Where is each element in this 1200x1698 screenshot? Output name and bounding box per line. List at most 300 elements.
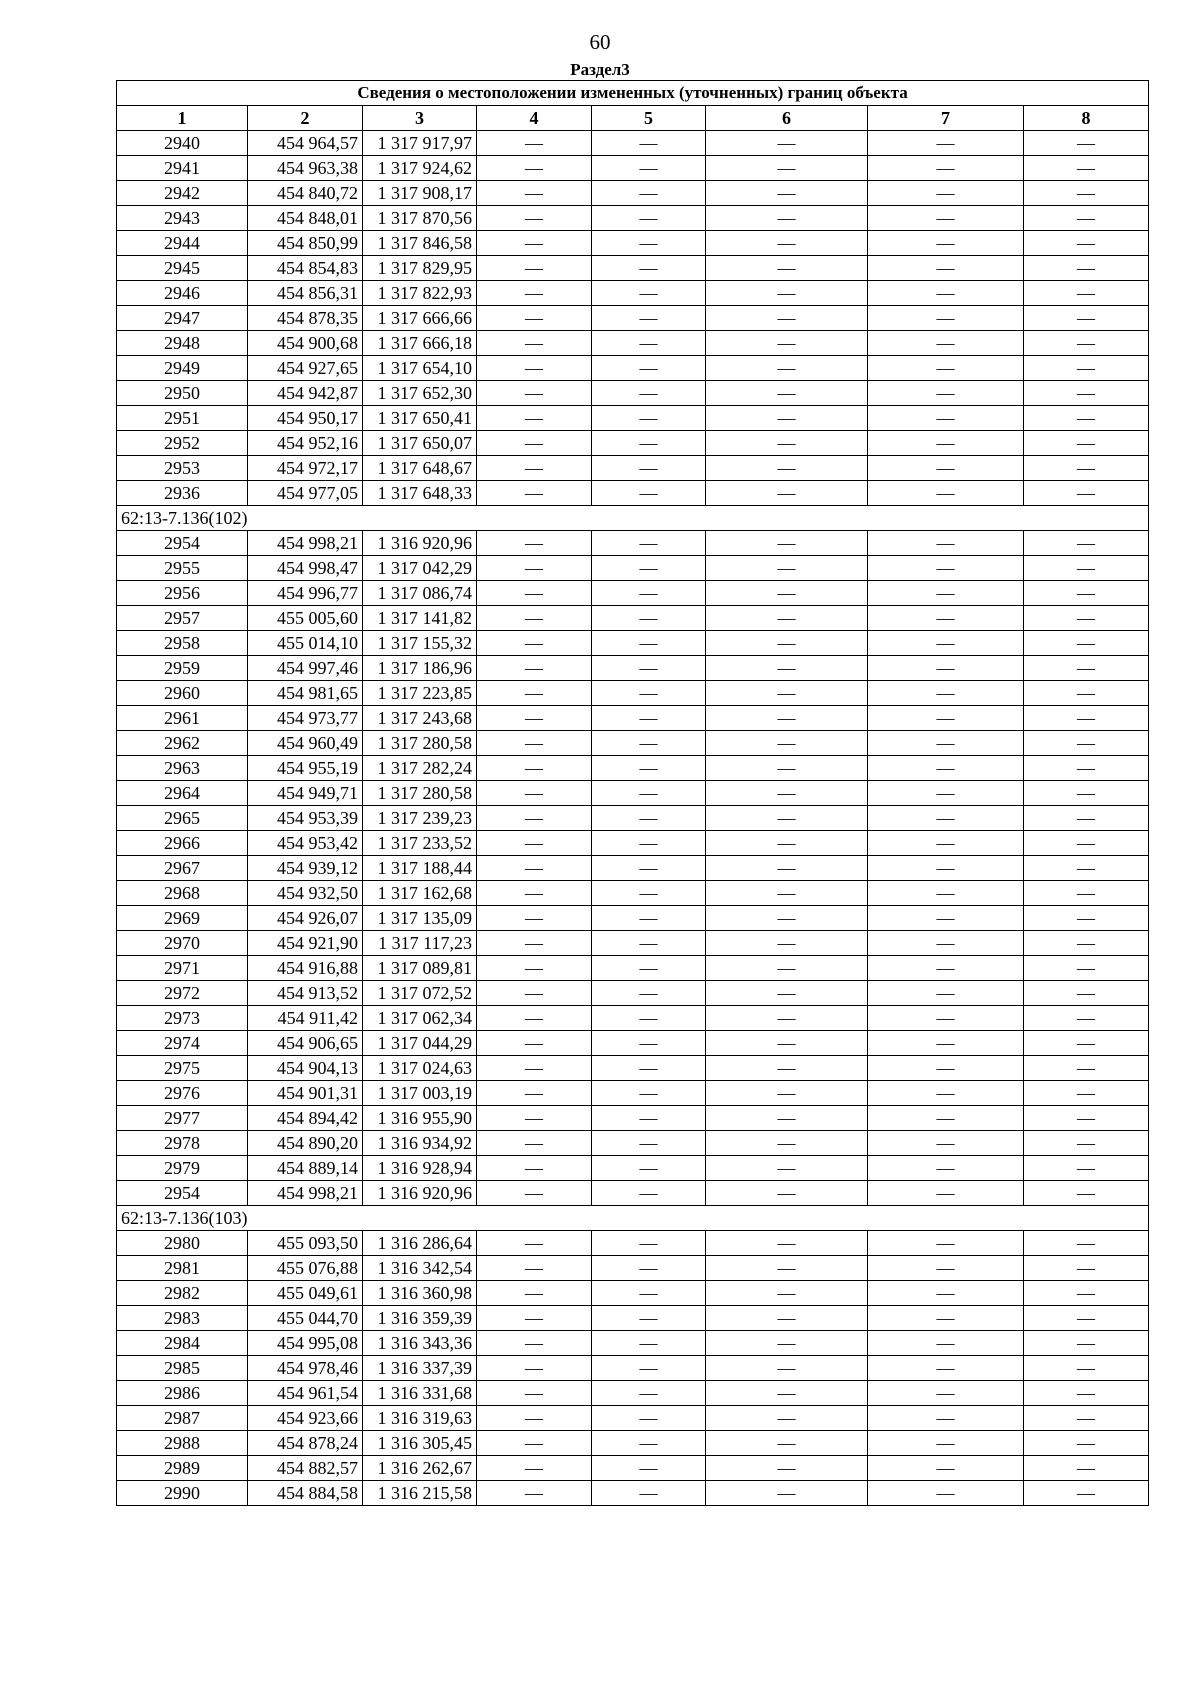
- empty-value-dash: —: [477, 906, 592, 931]
- empty-value-dash: —: [1024, 456, 1149, 481]
- empty-value-dash: —: [706, 1481, 868, 1506]
- coord-y: 1 316 215,58: [363, 1481, 477, 1506]
- table-row: [117, 1156, 1149, 1181]
- empty-value-dash: —: [477, 1106, 592, 1131]
- empty-value-dash: —: [477, 656, 592, 681]
- table-row: [117, 1406, 1149, 1431]
- empty-value-dash: —: [868, 156, 1024, 181]
- empty-value-dash: —: [868, 1181, 1024, 1206]
- coord-x: 454 889,14: [248, 1156, 363, 1181]
- coord-y: 1 316 319,63: [363, 1406, 477, 1431]
- coord-x: 454 900,68: [248, 331, 363, 356]
- table-row: [117, 681, 1149, 706]
- table-row: [117, 1006, 1149, 1031]
- coord-y: 1 317 829,95: [363, 256, 477, 281]
- coord-x: 454 916,88: [248, 956, 363, 981]
- coord-y: 1 316 359,39: [363, 1306, 477, 1331]
- coord-x: 454 854,83: [248, 256, 363, 281]
- empty-value-dash: —: [1024, 156, 1149, 181]
- empty-value-dash: —: [477, 806, 592, 831]
- empty-value-dash: —: [592, 456, 706, 481]
- empty-value-dash: —: [868, 1231, 1024, 1256]
- point-number: 2942: [117, 181, 248, 206]
- coord-y: 1 317 846,58: [363, 231, 477, 256]
- table-row: [117, 356, 1149, 381]
- table-row: [117, 1056, 1149, 1081]
- empty-value-dash: —: [868, 331, 1024, 356]
- empty-value-dash: —: [477, 181, 592, 206]
- column-header: 7: [868, 106, 1024, 131]
- empty-value-dash: —: [706, 656, 868, 681]
- empty-value-dash: —: [592, 906, 706, 931]
- empty-value-dash: —: [592, 1406, 706, 1431]
- empty-value-dash: —: [1024, 856, 1149, 881]
- empty-value-dash: —: [706, 1456, 868, 1481]
- coord-x: 454 884,58: [248, 1481, 363, 1506]
- empty-value-dash: —: [868, 931, 1024, 956]
- empty-value-dash: —: [592, 681, 706, 706]
- table-row: [117, 1481, 1149, 1506]
- table-row: [117, 1431, 1149, 1456]
- empty-value-dash: —: [1024, 1431, 1149, 1456]
- coord-x: 454 894,42: [248, 1106, 363, 1131]
- empty-value-dash: —: [592, 631, 706, 656]
- coord-x: 455 014,10: [248, 631, 363, 656]
- table-row: [117, 1231, 1149, 1256]
- table-row: [117, 756, 1149, 781]
- empty-value-dash: —: [592, 956, 706, 981]
- empty-value-dash: —: [706, 1256, 868, 1281]
- coord-y: 1 317 003,19: [363, 1081, 477, 1106]
- column-header-row: [117, 106, 1149, 131]
- empty-value-dash: —: [592, 1356, 706, 1381]
- coord-y: 1 317 666,18: [363, 331, 477, 356]
- table-body: [117, 131, 1149, 1506]
- empty-value-dash: —: [706, 631, 868, 656]
- empty-value-dash: —: [1024, 1356, 1149, 1381]
- empty-value-dash: —: [592, 1006, 706, 1031]
- coord-x: 454 981,65: [248, 681, 363, 706]
- empty-value-dash: —: [1024, 606, 1149, 631]
- empty-value-dash: —: [477, 531, 592, 556]
- coord-x: 454 856,31: [248, 281, 363, 306]
- point-number: 2951: [117, 406, 248, 431]
- table-row: [117, 231, 1149, 256]
- point-number: 2989: [117, 1456, 248, 1481]
- table-row: [117, 1356, 1149, 1381]
- coord-y: 1 317 233,52: [363, 831, 477, 856]
- coord-x: 454 996,77: [248, 581, 363, 606]
- coord-y: 1 317 089,81: [363, 956, 477, 981]
- empty-value-dash: —: [868, 1381, 1024, 1406]
- coord-x: 455 005,60: [248, 606, 363, 631]
- empty-value-dash: —: [1024, 1081, 1149, 1106]
- empty-value-dash: —: [477, 156, 592, 181]
- column-header: 1: [117, 106, 248, 131]
- empty-value-dash: —: [706, 1356, 868, 1381]
- empty-value-dash: —: [868, 606, 1024, 631]
- empty-value-dash: —: [477, 331, 592, 356]
- coord-y: 1 317 062,34: [363, 1006, 477, 1031]
- empty-value-dash: —: [1024, 881, 1149, 906]
- coord-y: 1 317 117,23: [363, 931, 477, 956]
- empty-value-dash: —: [706, 531, 868, 556]
- table-row: [117, 581, 1149, 606]
- coord-x: 454 840,72: [248, 181, 363, 206]
- coord-x: 454 878,35: [248, 306, 363, 331]
- empty-value-dash: —: [868, 581, 1024, 606]
- coord-x: 454 977,05: [248, 481, 363, 506]
- empty-value-dash: —: [477, 1406, 592, 1431]
- table-row: [117, 881, 1149, 906]
- coord-x: 454 882,57: [248, 1456, 363, 1481]
- coord-y: 1 317 186,96: [363, 656, 477, 681]
- table-row: [117, 481, 1149, 506]
- cadastral-group-label: 62:13-7.136(103): [117, 1206, 1149, 1231]
- empty-value-dash: —: [868, 181, 1024, 206]
- empty-value-dash: —: [592, 1481, 706, 1506]
- coord-x: 454 890,20: [248, 1131, 363, 1156]
- point-number: 2971: [117, 956, 248, 981]
- empty-value-dash: —: [1024, 781, 1149, 806]
- coord-y: 1 316 342,54: [363, 1256, 477, 1281]
- table-row: [117, 531, 1149, 556]
- table-row: [117, 731, 1149, 756]
- coord-y: 1 316 286,64: [363, 1231, 477, 1256]
- empty-value-dash: —: [868, 1106, 1024, 1131]
- empty-value-dash: —: [477, 956, 592, 981]
- empty-value-dash: —: [706, 831, 868, 856]
- empty-value-dash: —: [706, 481, 868, 506]
- coord-x: 455 049,61: [248, 1281, 363, 1306]
- empty-value-dash: —: [477, 831, 592, 856]
- point-number: 2954: [117, 531, 248, 556]
- empty-value-dash: —: [706, 1131, 868, 1156]
- coord-y: 1 317 650,41: [363, 406, 477, 431]
- coord-y: 1 316 305,45: [363, 1431, 477, 1456]
- empty-value-dash: —: [592, 556, 706, 581]
- coord-y: 1 316 337,39: [363, 1356, 477, 1381]
- empty-value-dash: —: [1024, 356, 1149, 381]
- coord-x: 454 939,12: [248, 856, 363, 881]
- empty-value-dash: —: [477, 1356, 592, 1381]
- point-number: 2975: [117, 1056, 248, 1081]
- coord-x: 454 913,52: [248, 981, 363, 1006]
- empty-value-dash: —: [706, 906, 868, 931]
- empty-value-dash: —: [592, 331, 706, 356]
- empty-value-dash: —: [592, 606, 706, 631]
- group-row: [117, 1206, 1149, 1231]
- point-number: 2981: [117, 1256, 248, 1281]
- empty-value-dash: —: [592, 856, 706, 881]
- empty-value-dash: —: [1024, 956, 1149, 981]
- table-row: [117, 856, 1149, 881]
- empty-value-dash: —: [592, 931, 706, 956]
- point-number: 2957: [117, 606, 248, 631]
- empty-value-dash: —: [1024, 1331, 1149, 1356]
- empty-value-dash: —: [706, 581, 868, 606]
- coord-y: 1 317 155,32: [363, 631, 477, 656]
- group-row: [117, 506, 1149, 531]
- empty-value-dash: —: [868, 206, 1024, 231]
- empty-value-dash: —: [477, 256, 592, 281]
- coord-x: 454 960,49: [248, 731, 363, 756]
- table-row: [117, 631, 1149, 656]
- point-number: 2943: [117, 206, 248, 231]
- empty-value-dash: —: [592, 1131, 706, 1156]
- empty-value-dash: —: [592, 1156, 706, 1181]
- empty-value-dash: —: [706, 381, 868, 406]
- point-number: 2984: [117, 1331, 248, 1356]
- empty-value-dash: —: [706, 206, 868, 231]
- empty-value-dash: —: [868, 831, 1024, 856]
- coord-x: 454 906,65: [248, 1031, 363, 1056]
- point-number: 2972: [117, 981, 248, 1006]
- empty-value-dash: —: [706, 556, 868, 581]
- empty-value-dash: —: [592, 1181, 706, 1206]
- coord-x: 454 998,47: [248, 556, 363, 581]
- empty-value-dash: —: [868, 1331, 1024, 1356]
- empty-value-dash: —: [477, 1331, 592, 1356]
- point-number: 2968: [117, 881, 248, 906]
- empty-value-dash: —: [706, 1106, 868, 1131]
- empty-value-dash: —: [592, 706, 706, 731]
- empty-value-dash: —: [477, 931, 592, 956]
- empty-value-dash: —: [477, 606, 592, 631]
- coord-x: 454 921,90: [248, 931, 363, 956]
- coord-x: 454 949,71: [248, 781, 363, 806]
- empty-value-dash: —: [868, 1431, 1024, 1456]
- empty-value-dash: —: [592, 1456, 706, 1481]
- table-row: [117, 331, 1149, 356]
- empty-value-dash: —: [1024, 631, 1149, 656]
- table-row: [117, 306, 1149, 331]
- empty-value-dash: —: [1024, 1381, 1149, 1406]
- coord-y: 1 317 924,62: [363, 156, 477, 181]
- empty-value-dash: —: [868, 1056, 1024, 1081]
- empty-value-dash: —: [592, 1331, 706, 1356]
- point-number: 2953: [117, 456, 248, 481]
- point-number: 2973: [117, 1006, 248, 1031]
- empty-value-dash: —: [1024, 831, 1149, 856]
- coord-y: 1 317 223,85: [363, 681, 477, 706]
- empty-value-dash: —: [706, 131, 868, 156]
- table-row: [117, 1031, 1149, 1056]
- empty-value-dash: —: [1024, 756, 1149, 781]
- empty-value-dash: —: [477, 1481, 592, 1506]
- empty-value-dash: —: [868, 1031, 1024, 1056]
- empty-value-dash: —: [477, 581, 592, 606]
- empty-value-dash: —: [868, 1281, 1024, 1306]
- point-number: 2955: [117, 556, 248, 581]
- empty-value-dash: —: [868, 1006, 1024, 1031]
- table-row: [117, 1456, 1149, 1481]
- coord-y: 1 317 870,56: [363, 206, 477, 231]
- empty-value-dash: —: [706, 1156, 868, 1181]
- empty-value-dash: —: [868, 881, 1024, 906]
- empty-value-dash: —: [477, 556, 592, 581]
- empty-value-dash: —: [592, 356, 706, 381]
- empty-value-dash: —: [706, 1231, 868, 1256]
- point-number: 2979: [117, 1156, 248, 1181]
- empty-value-dash: —: [706, 981, 868, 1006]
- empty-value-dash: —: [706, 1306, 868, 1331]
- empty-value-dash: —: [477, 756, 592, 781]
- point-number: 2988: [117, 1431, 248, 1456]
- empty-value-dash: —: [477, 131, 592, 156]
- empty-value-dash: —: [868, 1156, 1024, 1181]
- point-number: 2970: [117, 931, 248, 956]
- empty-value-dash: —: [706, 256, 868, 281]
- empty-value-dash: —: [592, 731, 706, 756]
- coord-x: 454 955,19: [248, 756, 363, 781]
- cadastral-group-label: 62:13-7.136(102): [117, 506, 1149, 531]
- empty-value-dash: —: [868, 556, 1024, 581]
- empty-value-dash: —: [477, 1006, 592, 1031]
- empty-value-dash: —: [592, 431, 706, 456]
- empty-value-dash: —: [592, 256, 706, 281]
- empty-value-dash: —: [592, 381, 706, 406]
- empty-value-dash: —: [477, 631, 592, 656]
- empty-value-dash: —: [592, 406, 706, 431]
- coord-y: 1 317 282,24: [363, 756, 477, 781]
- empty-value-dash: —: [477, 881, 592, 906]
- point-number: 2963: [117, 756, 248, 781]
- empty-value-dash: —: [706, 181, 868, 206]
- empty-value-dash: —: [868, 531, 1024, 556]
- empty-value-dash: —: [592, 281, 706, 306]
- point-number: 2946: [117, 281, 248, 306]
- empty-value-dash: —: [706, 681, 868, 706]
- empty-value-dash: —: [868, 1131, 1024, 1156]
- empty-value-dash: —: [1024, 681, 1149, 706]
- coord-y: 1 317 822,93: [363, 281, 477, 306]
- coord-x: 454 978,46: [248, 1356, 363, 1381]
- empty-value-dash: —: [1024, 581, 1149, 606]
- empty-value-dash: —: [477, 431, 592, 456]
- coord-y: 1 317 086,74: [363, 581, 477, 606]
- table-row: [117, 781, 1149, 806]
- empty-value-dash: —: [1024, 1456, 1149, 1481]
- point-number: 2982: [117, 1281, 248, 1306]
- empty-value-dash: —: [868, 1256, 1024, 1281]
- point-number: 2990: [117, 1481, 248, 1506]
- coord-x: 454 878,24: [248, 1431, 363, 1456]
- empty-value-dash: —: [477, 1306, 592, 1331]
- empty-value-dash: —: [868, 1481, 1024, 1506]
- empty-value-dash: —: [1024, 931, 1149, 956]
- empty-value-dash: —: [1024, 1231, 1149, 1256]
- table-row: [117, 906, 1149, 931]
- point-number: 2987: [117, 1406, 248, 1431]
- table-caption: Сведения о местоположении измененных (уточненных) границ объекта: [117, 81, 1149, 106]
- table-row: [117, 556, 1149, 581]
- coord-x: 454 926,07: [248, 906, 363, 931]
- point-number: 2986: [117, 1381, 248, 1406]
- empty-value-dash: —: [592, 231, 706, 256]
- coord-x: 454 904,13: [248, 1056, 363, 1081]
- empty-value-dash: —: [868, 356, 1024, 381]
- empty-value-dash: —: [1024, 406, 1149, 431]
- empty-value-dash: —: [477, 1456, 592, 1481]
- column-header: 2: [248, 106, 363, 131]
- point-number: 2977: [117, 1106, 248, 1131]
- empty-value-dash: —: [592, 1256, 706, 1281]
- point-number: 2940: [117, 131, 248, 156]
- empty-value-dash: —: [706, 806, 868, 831]
- empty-value-dash: —: [706, 1431, 868, 1456]
- coord-x: 454 927,65: [248, 356, 363, 381]
- empty-value-dash: —: [477, 1281, 592, 1306]
- empty-value-dash: —: [868, 956, 1024, 981]
- empty-value-dash: —: [477, 981, 592, 1006]
- empty-value-dash: —: [592, 156, 706, 181]
- coord-x: 454 961,54: [248, 1381, 363, 1406]
- coord-y: 1 317 648,33: [363, 481, 477, 506]
- coord-y: 1 317 044,29: [363, 1031, 477, 1056]
- empty-value-dash: —: [477, 781, 592, 806]
- empty-value-dash: —: [706, 731, 868, 756]
- coord-x: 454 998,21: [248, 1181, 363, 1206]
- empty-value-dash: —: [592, 481, 706, 506]
- empty-value-dash: —: [1024, 1031, 1149, 1056]
- empty-value-dash: —: [592, 1231, 706, 1256]
- column-header: 8: [1024, 106, 1149, 131]
- table-row: [117, 1281, 1149, 1306]
- coord-y: 1 316 262,67: [363, 1456, 477, 1481]
- coord-x: 455 093,50: [248, 1231, 363, 1256]
- empty-value-dash: —: [592, 881, 706, 906]
- coord-x: 454 995,08: [248, 1331, 363, 1356]
- empty-value-dash: —: [1024, 1131, 1149, 1156]
- empty-value-dash: —: [868, 756, 1024, 781]
- empty-value-dash: —: [592, 1081, 706, 1106]
- column-header: 3: [363, 106, 477, 131]
- empty-value-dash: —: [706, 156, 868, 181]
- empty-value-dash: —: [1024, 981, 1149, 1006]
- empty-value-dash: —: [706, 1006, 868, 1031]
- table-caption-row: [117, 81, 1149, 106]
- coord-x: 454 848,01: [248, 206, 363, 231]
- empty-value-dash: —: [868, 1456, 1024, 1481]
- empty-value-dash: —: [706, 706, 868, 731]
- coord-x: 454 850,99: [248, 231, 363, 256]
- point-number: 2965: [117, 806, 248, 831]
- coord-x: 454 923,66: [248, 1406, 363, 1431]
- coord-x: 454 972,17: [248, 456, 363, 481]
- coord-y: 1 317 666,66: [363, 306, 477, 331]
- empty-value-dash: —: [868, 1081, 1024, 1106]
- empty-value-dash: —: [477, 1056, 592, 1081]
- table-row: [117, 381, 1149, 406]
- empty-value-dash: —: [477, 1031, 592, 1056]
- empty-value-dash: —: [477, 456, 592, 481]
- empty-value-dash: —: [1024, 1281, 1149, 1306]
- empty-value-dash: —: [1024, 1406, 1149, 1431]
- point-number: 2961: [117, 706, 248, 731]
- empty-value-dash: —: [868, 1306, 1024, 1331]
- coord-y: 1 316 360,98: [363, 1281, 477, 1306]
- empty-value-dash: —: [706, 406, 868, 431]
- empty-value-dash: —: [1024, 656, 1149, 681]
- empty-value-dash: —: [868, 456, 1024, 481]
- empty-value-dash: —: [592, 206, 706, 231]
- empty-value-dash: —: [706, 231, 868, 256]
- coord-y: 1 316 331,68: [363, 1381, 477, 1406]
- table-row: [117, 206, 1149, 231]
- empty-value-dash: —: [477, 1256, 592, 1281]
- empty-value-dash: —: [706, 1281, 868, 1306]
